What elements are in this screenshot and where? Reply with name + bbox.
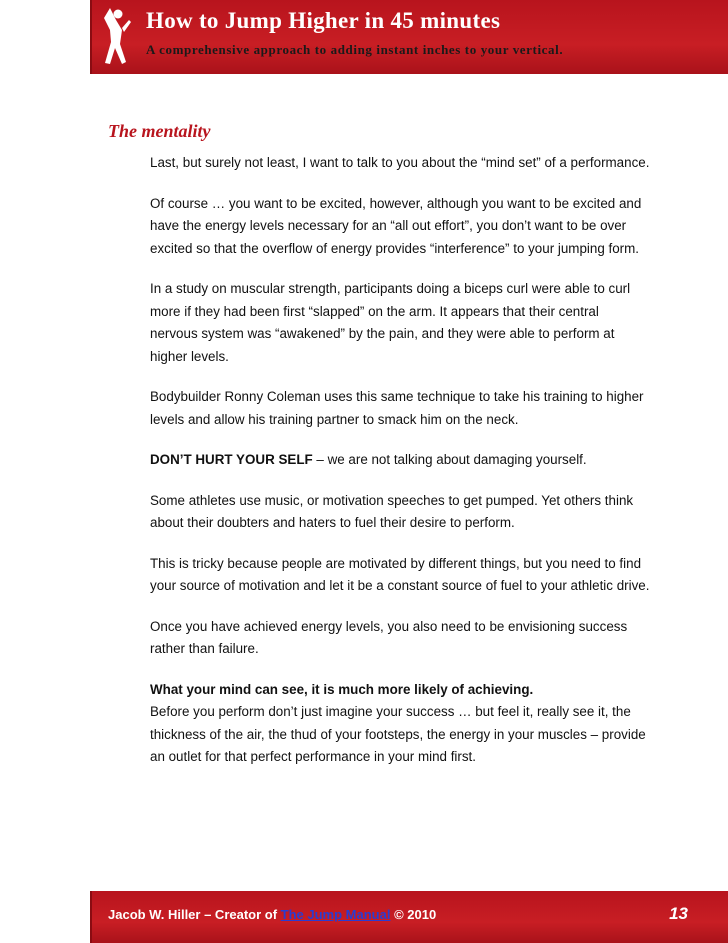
- paragraph-music: Some athletes use music, or motivation speeches to get pumped. Yet others think about their doubters and haters to fuel their desire to perform.: [150, 492, 634, 530]
- page-number: 13: [669, 904, 688, 923]
- footer-prefix: Jacob W. Hiller – Creator of: [108, 907, 281, 922]
- footer-suffix: © 2010: [390, 907, 437, 922]
- visualize-text: Before you perform don’t just imagine your success … but feel it, really see it, the thickness of the air, the thud of your footsteps, the energy in your muscles – provide an outlet for that perfect performance in your mind first.: [150, 704, 646, 764]
- warning-text: – we are not talking about damaging yourself.: [312, 452, 587, 467]
- jumper-silhouette-icon: [96, 6, 132, 68]
- header-subtitle: A comprehensive approach to adding instant inches to your vertical.: [146, 42, 564, 57]
- jump-manual-link[interactable]: The Jump Manual: [280, 907, 391, 922]
- paragraph-excitement: Of course … you want to be excited, however, although you want to be excited and have the energy levels necessary for an “all out effort”, you don’t want to be over excited so that the overflow of energy provides “interference” to your jumping form.: [150, 195, 642, 256]
- warning-emphasis: DON’T HURT YOUR SELF: [150, 452, 313, 467]
- paragraph-mind-set: Last, but surely not least, I want to talk to you about the “mind set” of a performance.: [150, 155, 650, 170]
- footer-credit: [108, 907, 436, 922]
- paragraph-envisioning: Once you have achieved energy levels, you also need to be envisioning success rather than failure.: [150, 618, 628, 656]
- paragraph-warning: [150, 449, 650, 472]
- paragraph-motivation: This is tricky because people are motivated by different things, but you need to find your source of motivation and let it be a constant source of fuel to your athletic drive.: [150, 555, 650, 593]
- header-title: How to Jump Higher in 45 minutes: [146, 8, 501, 33]
- page-footer: [90, 891, 728, 943]
- visualize-heading: What your mind can see, it is much more likely of achieving.: [150, 681, 534, 697]
- paragraph-visualize: [150, 679, 650, 769]
- page-header: [90, 0, 728, 74]
- section-title: The mentality: [108, 121, 211, 141]
- body-content: [150, 152, 650, 787]
- paragraph-bodybuilder: Bodybuilder Ronny Coleman uses this same technique to take his training to higher levels and allow his training partner to smack him on the neck.: [150, 389, 644, 427]
- paragraph-study: In a study on muscular strength, participants doing a biceps curl were able to curl more if they had been first “slapped” on the arm. It appears that their central nervous system was “awakened” by the pain, and they were able to perform at higher levels.: [150, 281, 631, 364]
